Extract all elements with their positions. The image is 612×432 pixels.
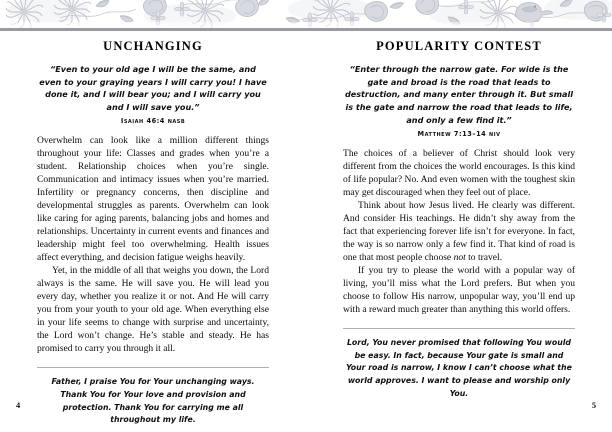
decorative-top-border: [0, 0, 612, 28]
floral-vine-border-icon: [0, 0, 612, 28]
page-number: 5: [591, 401, 596, 410]
prayer-block: [37, 367, 269, 427]
body-paragraph: Overwhelm can look like a million different things throughout your life: Classes and grades when you’re a student. Relationship choices when you’re single. Communication and intimacy issues when you’re married. Infertility or pregnancy concerns, then discipline and developmental struggles as parents. Overwhelm can look like caring for aging parents, balancing jobs and homes and relationships. Uncertainty in current events and finances and leadership might feel too overwhelming. Health issues affect everything, and decision fatigue weighs heavily.: [37, 134, 269, 264]
prayer-text: Father, I praise You for Your unchanging ways. Thank You for Your love and provision and protection. Thank You for carrying me all throughout my life.: [51, 377, 255, 425]
scripture-citation: Matthew 7:13–14 niv: [417, 129, 501, 138]
page-title: UNCHANGING: [103, 39, 203, 53]
prayer-divider: [343, 328, 575, 329]
left-page: [0, 31, 306, 432]
prayer-text: Lord, You never promised that following You would be easy. In fact, because Your gate is small and Your road is narrow, I know I can’t choose what the world approves. I want to please and worship only You.: [346, 338, 572, 398]
devotional-body: [37, 134, 269, 356]
page-number: 4: [16, 401, 21, 410]
scripture-quote: “Enter through the narrow gate. For wide is the gate and broad is the road that leads to destruction, and many enter through it. But small is the gate and narrow the road that leads to life, and only a few find it.”: [344, 63, 574, 125]
body-paragraph: The choices of a believer of Christ should look very different from the choices the world encourages. Is this kind of life popular? No. And even women with the toughest skin may get discouraged when they feel out of place.: [343, 147, 575, 198]
prayer-divider: [37, 367, 269, 368]
body-paragraph: Think about how Jesus lived. He clearly was different. And consider His teachings. He didn’t shy away from the fact that experiencing forever life isn’t for everyone. In fact, the way is so narrow only a few find it. That kind of road is one that most people choose not to travel.: [343, 199, 575, 263]
book-spread: [0, 31, 612, 432]
devotional-body: [343, 147, 575, 316]
scripture-citation: Isaiah 46:4 nasb: [120, 116, 186, 125]
prayer-block: [343, 328, 575, 400]
body-paragraph: Yet, in the middle of all that weighs you down, the Lord always is the same. He will save you. He will lead you every day, whether you realize it or not. And He will carry you from your youth to your old age. When everything else in your life seems to change with surprise and uncertainty, the Lord won’t change. He’s stable and steady. He has promised to carry you through it all.: [37, 265, 269, 355]
page-title: POPULARITY CONTEST: [376, 39, 542, 53]
right-page: [306, 31, 612, 432]
body-paragraph: If you try to please the world with a popular way of living, you’ll miss what the Lord prefers. But when you choose to follow His narrow, unpopular way, you’ll end up with a reward much greater than anything this world offers.: [343, 264, 575, 316]
scripture-quote: “Even to your old age I will be the same, and even to your graying years I will carry you! I have done it, and I will bear you; and I will carry you and I will save you.”: [39, 63, 267, 113]
